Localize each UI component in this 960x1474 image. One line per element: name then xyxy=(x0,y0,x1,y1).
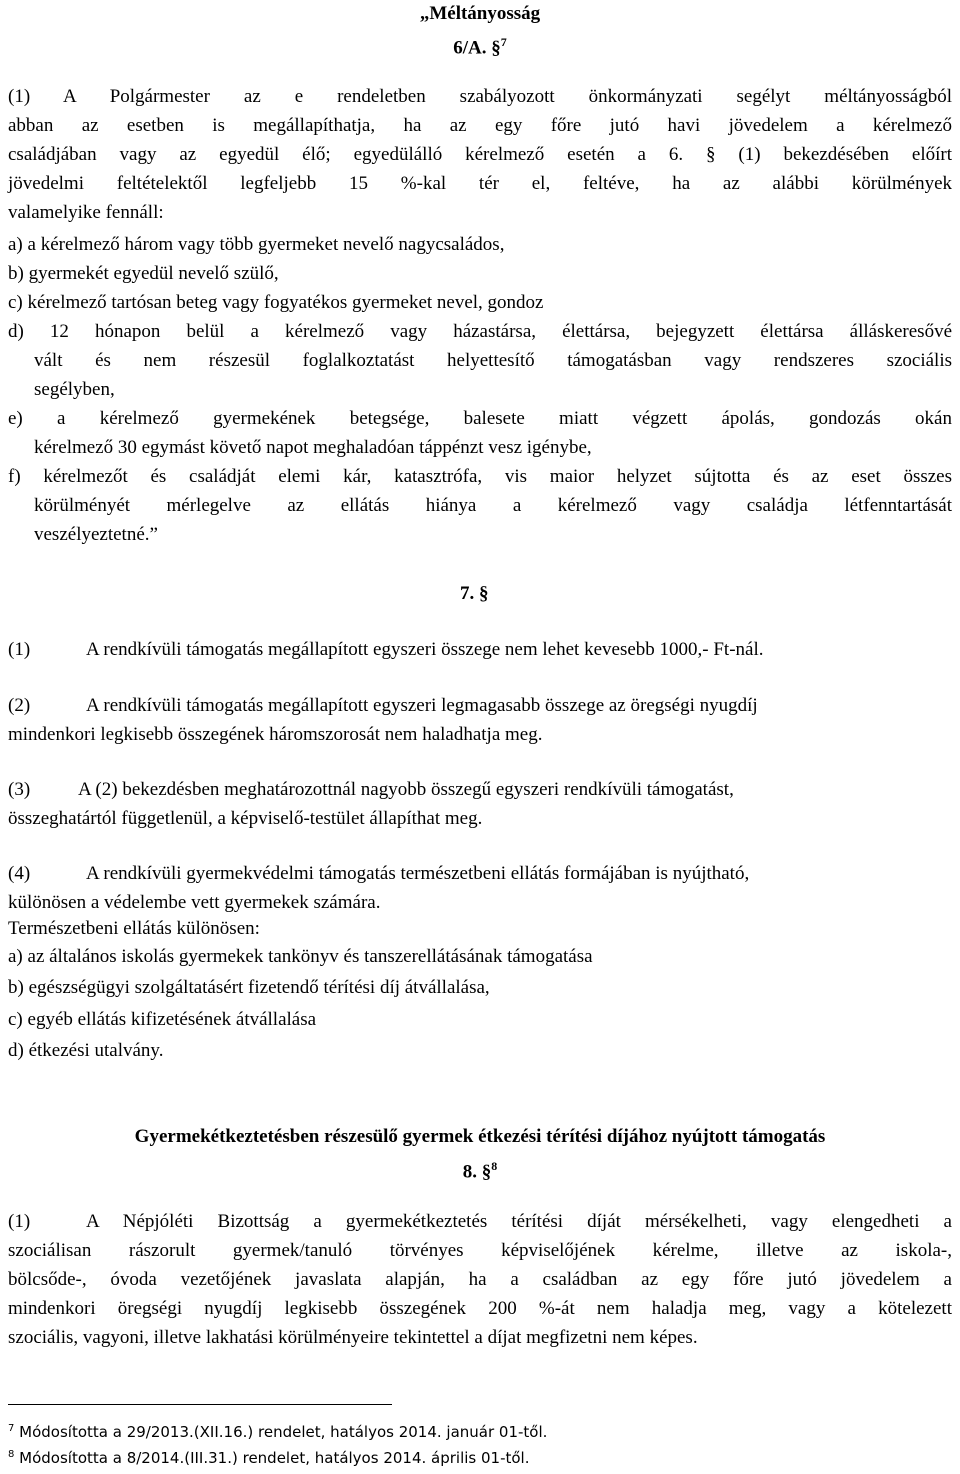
list-item-continuation: körülményét mérlegelve az ellátás hiánya a kérelmező vagy családja létfenntartását xyxy=(34,495,952,516)
paragraph-line: családjában vagy az egyedül élő; egyedülálló kérelmező esetén a 6. § (1) bekezdésében előírt xyxy=(8,144,952,165)
list-item-continuation: vált és nem részesül foglalkoztatást helyettesítő támogatásban vagy rendszeres szociális xyxy=(34,350,952,371)
paragraph-line: valamelyike fennáll: xyxy=(8,202,164,223)
list-item-continuation: kérelmező 30 egymást követő napot meghaladóan táppénzt vesz igénybe, xyxy=(34,437,592,458)
paragraph-number: (3) xyxy=(8,779,31,800)
footnote-8 xyxy=(8,1444,530,1469)
footnote-ref-8: 8 xyxy=(491,1159,498,1173)
paragraph-text: A Népjóléti Bizottság a gyermekétkeztetés térítési díját mérsékelheti, vagy elengedheti a xyxy=(86,1211,952,1232)
footnote-number: 8 xyxy=(8,1449,15,1460)
paragraph-continuation: mindenkori legkisebb összegének háromszorosát nem haladhatja meg. xyxy=(8,724,543,745)
list-item: e) a kérelmező gyermekének betegsége, balesete miatt végzett ápolás, gondozás okán xyxy=(8,408,952,429)
paragraph-number: (2) xyxy=(8,695,31,716)
paragraph-continuation: különösen a védelembe vett gyermekek számára. xyxy=(8,892,381,913)
paragraph-line: mindenkori öregségi nyugdíj legkisebb összegének 200 %-át nem haladja meg, vagy a kötelezett xyxy=(8,1298,952,1319)
paragraph-number: (1) xyxy=(8,1211,31,1232)
list-item-continuation: veszélyeztetné.” xyxy=(34,524,158,545)
footnote-text: Módosította a 8/2014.(III.31.) rendelet, hatályos 2014. április 01-től. xyxy=(19,1449,530,1467)
list-item: c) kérelmező tartósan beteg vagy fogyatékos gyermeket nevel, gondoz xyxy=(8,292,544,313)
list-intro: Természetbeni ellátás különösen: xyxy=(8,918,260,939)
footnote-text: Módosította a 29/2013.(XII.16.) rendelet, hatályos 2014. január 01-től. xyxy=(19,1423,548,1441)
paragraph-text: A (2) bekezdésben meghatározottnál nagyobb összegű egyszeri rendkívüli támogatást, xyxy=(78,779,734,800)
paragraph-line: szociálisan rászorult gyermek/tanuló törvényes képviselőjének kérelme, illetve az iskola-, xyxy=(8,1240,952,1261)
list-item: a) az általános iskolás gyermekek tankönyv és tanszerellátásának támogatása xyxy=(8,946,593,967)
footnote-7 xyxy=(8,1418,547,1443)
paragraph-line: (1) A Polgármester az e rendeletben szabályozott önkormányzati segélyt méltányosságból xyxy=(8,86,952,107)
footnote-number: 7 xyxy=(8,1423,15,1434)
paragraph-line: szociális, vagyoni, illetve lakhatási körülményeire tekintettel a díjat megfizetni nem képes. xyxy=(8,1327,698,1348)
list-item: b) gyermekét egyedül nevelő szülő, xyxy=(8,263,279,284)
list-item-continuation: segélyben, xyxy=(34,379,115,400)
footnote-ref-7: 7 xyxy=(500,35,507,49)
paragraph-line: abban az esetben is megállapíthatja, ha az egy főre jutó havi jövedelem a kérelmező xyxy=(8,115,952,136)
list-item: d) étkezési utalvány. xyxy=(8,1040,164,1061)
paragraph-line: jövedelmi feltételektől legfeljebb 15 %-kal tér el, feltéve, ha az alábbi körülmények xyxy=(8,173,952,194)
paragraph-line: bölcsőde-, óvoda vezetőjének javaslata alapján, ha a családban az egy főre jutó jövedelem a xyxy=(8,1269,952,1290)
list-item: f) kérelmezőt és családját elemi kár, katasztrófa, vis maior helyzet sújtotta és az eset összes xyxy=(8,466,952,487)
section-title-8: Gyermekétkeztetésben részesülő gyermek étkezési térítési díjához nyújtott támogatás xyxy=(134,1126,826,1147)
paragraph-text: A rendkívüli támogatás megállapított egyszeri összege nem lehet kevesebb 1000,- Ft-nál. xyxy=(86,639,764,660)
paragraph-number: (4) xyxy=(8,863,31,884)
section-heading-6a: 6/A. §$^7$ xyxy=(453,35,507,59)
section-title: „Méltányosság xyxy=(419,3,541,24)
list-item: b) egészségügyi szolgáltatásért fizetendő térítési díj átvállalása, xyxy=(8,977,490,998)
paragraph-number: (1) xyxy=(8,639,31,660)
paragraph-continuation: összeghatártól függetlenül, a képviselő-testület állapíthat meg. xyxy=(8,808,483,829)
paragraph-text: A rendkívüli gyermekvédelmi támogatás természetbeni ellátás formájában is nyújtható, xyxy=(86,863,750,884)
section-heading-7: 7. § xyxy=(460,583,489,604)
list-item: a) a kérelmező három vagy több gyermeket nevelő nagycsaládos, xyxy=(8,234,505,255)
list-item: d) 12 hónapon belül a kérelmező vagy házastársa, élettársa, bejegyzett élettársa álláskeresővé xyxy=(8,321,952,342)
footnote-separator xyxy=(8,1404,392,1405)
list-item: c) egyéb ellátás kifizetésének átvállalása xyxy=(8,1009,317,1030)
paragraph-text: A rendkívüli támogatás megállapított egyszeri legmagasabb összege az öregségi nyugdíj xyxy=(86,695,758,716)
section-heading-8: 8. §$^8$ xyxy=(462,1159,498,1183)
